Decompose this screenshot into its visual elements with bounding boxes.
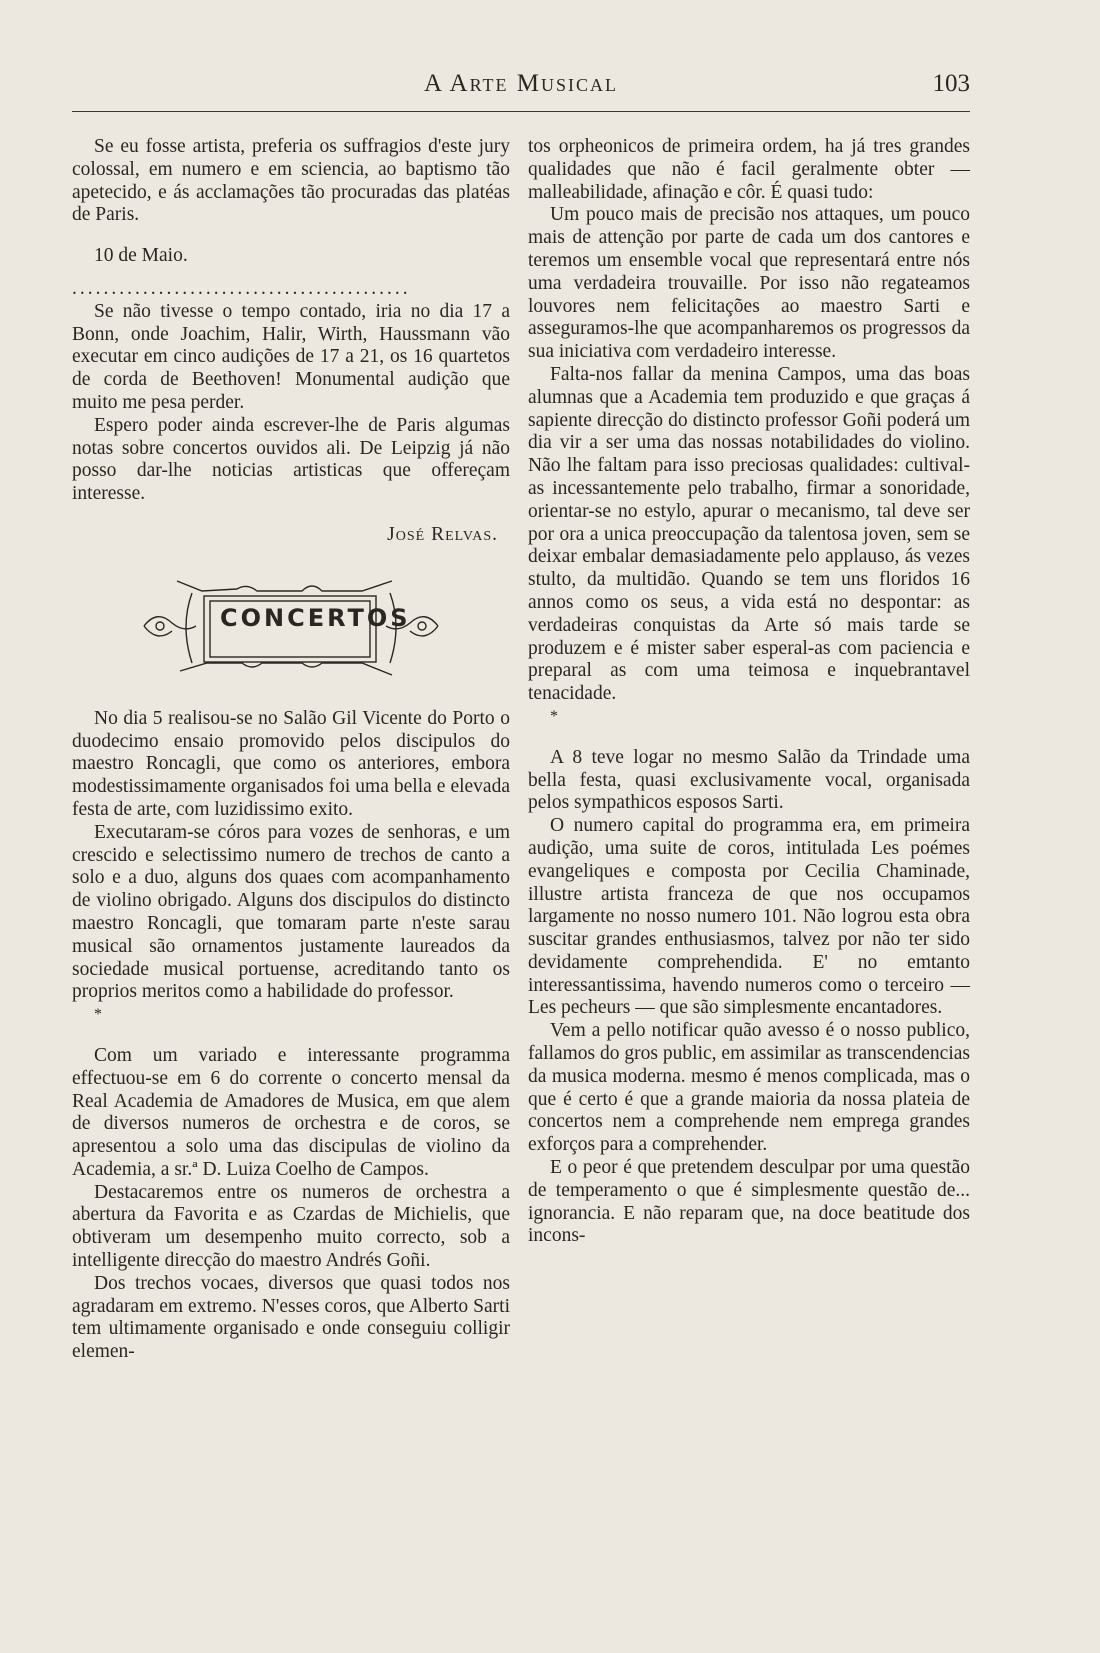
running-header: [72, 70, 970, 110]
paragraph: Se eu fosse artista, preferia os suffragios d'este jury colossal, em numero e em sciencia, ao baptismo tão apetecido, e ás acclamações tão procuradas das platéas de Paris.: [72, 136, 510, 226]
paragraph: Se não tivesse o tempo contado, iria no dia 17 a Bonn, onde Joachim, Halir, Wirth, Haussmann vão executar em cinco audições de 17 a 21, os 16 quartetos de corda de Beethoven! Monumental audição que muito me pesa perder.: [72, 300, 510, 413]
header-rule: [72, 111, 970, 112]
asterism-separator: *: [94, 1006, 102, 1024]
paragraph: tos orpheonicos de primeira ordem, ha já tres grandes qualidades que não é facil geralmente obter — malleabilidade, afinação e côr. É quasi tudo:: [528, 136, 970, 203]
date-line: 10 de Maio.: [94, 245, 188, 267]
section-title: CONCERTOS: [220, 603, 411, 632]
paragraph: Falta-nos fallar da menina Campos, uma das boas alumnas que a Academia tem produzido e que graças á sapiente direcção do distincto professor Goñi poderá um dia vir a ser uma das nossas notabilidades do violino. Não lhe faltam para isso preciosas qualidades: cultival-as incessantemente pelo trabalho, firmar a sonoridade, orientar-se no estylo, apurar o mecanismo, tal deve ser por ora a unica preoccupação da talentosa joven, sem se deixar embalar demasiadamente pelo applauso, ás vezes stulto, da multidão. Quando se tem uns floridos 16 annos como os seus, a vida está no despontar: as verdadeiras conquistas da Arte só mais tarde se produzem e é mister saber esperal-as com paciencia e preparal as com uma teimosa e inquebrantavel tenacidade.: [528, 363, 970, 705]
paragraph: Destacaremos entre os numeros de orchestra a abertura da Favorita e as Czardas de Michielis, que obtiveram um desempenho muito correcto, sob a intelligente direcção do maestro Andrés Goñi.: [72, 1181, 510, 1272]
paragraph: Dos trechos vocaes, diversos que quasi todos nos agradaram em extremo. N'esses coros, que Alberto Sarti tem ultimamente organisado e onde conseguiu colligir elemen-: [72, 1272, 510, 1363]
paragraph: O numero capital do programma era, em primeira audição, uma suite de coros, intitulada Les poémes evangeliques e composta por Cecilia Chaminade, illustre artista franceza de que nos occupamos largamente no nosso numero 101. Não logrou esta obra suscitar grandes enthusiasmos, talvez por não ter sido devidamente comprehendida. E' no emtanto interessantissima, havendo numeros como o terceiro — Les pecheurs — que são simplesmente encantadores.: [528, 815, 970, 1019]
page-number: 103: [932, 70, 970, 97]
paragraph: Executaram-se córos para vozes de senhoras, e um crescido e selectissimo numero de trechos de canto a solo e a duo, alguns dos quaes com acompanhamento de violino obrigado. Alguns dos discipulos do distincto maestro Roncagli, que tomaram parte n'este sarau musical são ornamentos justamente laureados da sociedade musical portuense, acreditando tanto os proprios meritos como a habilidade do professor.: [72, 821, 510, 1003]
asterism-separator: *: [550, 707, 558, 725]
right-column: [528, 136, 970, 1248]
paragraph: A 8 teve logar no mesmo Salão da Trindade uma bella festa, quasi exclusivamente vocal, organisada pelos sympathicos esposos Sarti.: [528, 746, 970, 814]
paragraph: Vem a pello notificar quão avesso é o nosso publico, fallamos do gros public, em assimilar as transcendencias da musica moderna. mesmo é menos complicada, mas o que é certo é que a grande maioria da nossa plateia de concertos nem a comprehende nem emprega grandes exforços para a comprehender.: [528, 1020, 970, 1156]
left-column: [72, 136, 510, 1364]
paragraph: Com um variado e interessante programma effectuou-se em 6 do corrente o concerto mensal da Real Academia de Amadores de Musica, em que alem de diversos numeros de orchestra e de coros, se apresentou a solo uma das discipulas de violino da Academia, a sr.ª D. Luiza Coelho de Campos.: [72, 1044, 510, 1180]
paragraph: E o peor é que pretendem desculpar por uma questão de temperamento o que é simplesmente questão de... ignorancia. E não reparam que, na doce beatitude dos incons-: [528, 1157, 970, 1247]
paragraph: No dia 5 realisou-se no Salão Gil Vicente do Porto o duodecimo ensaio promovido pelos discipulos do maestro Roncagli, que como os anteriores, embora modestissimamente organisados foi uma bella e elevada festa de arte, com luzidissimo exito.: [72, 707, 510, 820]
section-ornament: [72, 571, 510, 686]
journal-title: A Arte Musical: [424, 70, 618, 97]
paragraph: Um pouco mais de precisão nos attaques, um pouco mais de attenção por parte de cada um dos cantores e teremos um ensemble vocal que representará entre nós uma verdadeira trouvaille. Por isso não regateamos louvores nem felicitações ao maestro Sarti e asseguramos-lhe que acompanharemos os progressos da sua iniciativa com verdadeiro interesse.: [528, 204, 970, 363]
author-signature: José Relvas.: [387, 523, 498, 545]
dotted-separator: ...........................................: [72, 277, 411, 299]
paragraph: Espero poder ainda escrever-lhe de Paris algumas notas sobre concertos ouvidos ali. De Leipzig já não posso dar-lhe noticias artisticas que offereçam interesse.: [72, 414, 510, 505]
